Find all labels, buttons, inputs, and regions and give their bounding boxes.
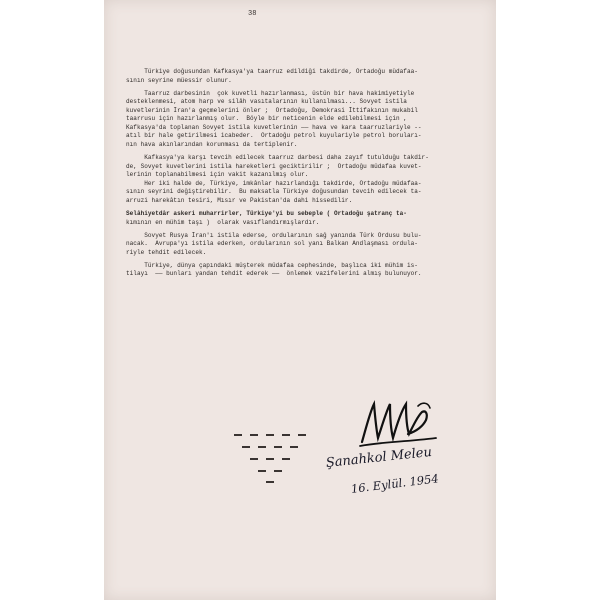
text-line: nacak. Avrupa'yı istila ederken, ordularının sol yanı Balkan Andlaşması ordula- xyxy=(126,240,418,248)
text-line: tilayı —— bunları yandan tehdit ederek —— önlemek vazifelerini almış bulunuyor. xyxy=(126,270,422,278)
text-line: arruzi harekâtın tesiri, Mısır ve Pakistan'da dahi hissedilir. xyxy=(126,196,353,204)
text-line: taarrusu için hazırlanmış olur. Böyle bir neticenin elde edilebilmesi için , xyxy=(126,115,407,123)
signature-scribble xyxy=(356,398,438,450)
handwritten-name: Şanahkol Meleu xyxy=(325,444,433,471)
text-line: Selâhiyetdâr askeri muharrirler, Türkiye'yi bu sebeple ( Ortadoğu şatranç ta- xyxy=(126,209,407,217)
text-line: Taarruz darbesinin çok kuvetli hazırlanması, üstün bir hava hakimiyetiyle xyxy=(126,89,415,97)
text-line: riyle tehdit edilecek. xyxy=(126,248,207,256)
text-line: Her iki halde de, Türkiye, imkânlar hazırlandığı takdirde, Ortadoğu müdafaa- xyxy=(126,179,422,187)
text-line: Kafkasya'ya karşı tevcih edilecek taarruz darbesi daha zayıf tutulduğu takdir- xyxy=(126,154,429,162)
text-line: kımının en mühim taşı ) olarak vasıflandırmışlardır. xyxy=(126,218,320,226)
text-line: nın hava akınlarından korunması da tertiplenir. xyxy=(126,140,298,148)
text-line: atıl bir hale getirilmesi icabeder. Ortadoğu petrol kuyulariyle petrol boruları- xyxy=(126,132,422,140)
text-line: Türkiye, dünya çapındaki müşterek müdafaa cephesinde, başlıca iki mühim is- xyxy=(126,261,418,269)
dotted-closing-mark xyxy=(232,430,322,486)
text-line: Kafkasya'da toplanan Sovyet istila kuvetlerinin —— hava ve kara taarruzlariyle -- xyxy=(126,123,422,131)
handwritten-date: 16. Eylül. 1954 xyxy=(350,471,440,496)
text-line: lerinin toplanabilmesi için vakit kazanılmış olur. xyxy=(126,171,309,179)
page-number: 38 xyxy=(248,10,257,18)
text-line: Türkiye doğusundan Kafkasya'ya taarruz edildiği takdirde, Ortadoğu müdafaa- xyxy=(126,68,418,75)
text-line: de, Sovyet kuvetlerini istila hareketleri geciktirilir ; Ortadoğu müdafaa kuvet- xyxy=(126,162,422,170)
text-line: desteklenmesi, atom harp ve silâh vasıtalarının kullanılması... Sovyet istila xyxy=(126,98,407,106)
text-line: sının seyrini değiştirebilir. Bu maksatla Türkiye doğusundan tevcih edilecek ta- xyxy=(126,188,422,196)
text-line: Sovyet Rusya İran'ı istila ederse, ordularının sağ yanında Türk Ordusu bulu- xyxy=(126,231,422,239)
text-line: kuvetlerinin İran'a geçmelerini önler ; Ortadoğu, Demokrasi İttifakının mukabil xyxy=(126,106,418,114)
text-line: sının seyrine müessir olunur. xyxy=(126,76,232,84)
document-body xyxy=(126,68,492,279)
